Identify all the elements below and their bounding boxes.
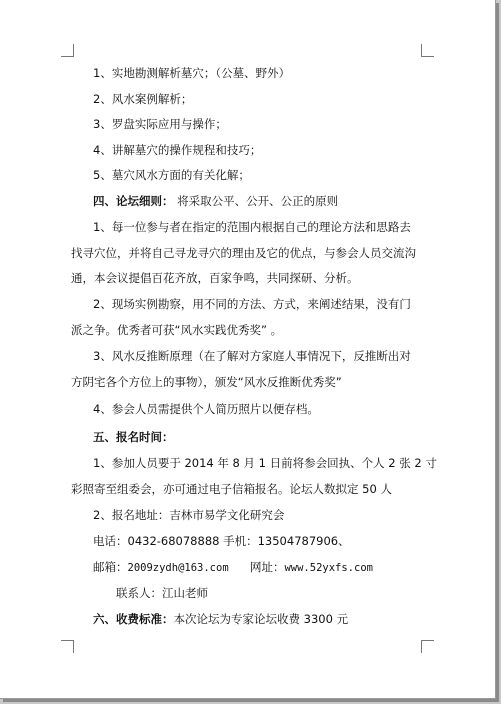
email-label: 邮箱： xyxy=(93,560,128,574)
registration-phone: 电话：0432-68078888 手机：13504787906、 xyxy=(93,534,350,548)
paragraph-line: 彩照寄至组委会，亦可通过电子信箱报名。论坛人数拟定 50 人 xyxy=(71,482,392,496)
margin-corner-bottom-left xyxy=(61,640,74,653)
registration-address: 2、报名地址：吉林市易学文化研究会 xyxy=(93,508,285,522)
paragraph-line: 1、参加人员要于 2014 年 8 月 1 日前将参会回执、个人 2 张 2 寸 xyxy=(93,456,437,470)
list-item: 3、罗盘实际应用与操作； xyxy=(93,117,227,131)
website-label: 网址： xyxy=(249,560,285,574)
paragraph-line: 2、现场实例勘察，用不同的方法、方式，来阐述结果，没有门 xyxy=(93,297,411,311)
registration-email-line xyxy=(93,560,373,575)
list-item: 5、墓穴风水方面的有关化解； xyxy=(93,168,250,182)
list-item: 4、讲解墓穴的操作规程和技巧； xyxy=(93,143,262,157)
paragraph-line: 通，本会议提倡百花齐放，百家争鸣，共同探研、分析。 xyxy=(71,271,359,285)
paragraph-line: 派之争。优秀者可获“风水实践优秀奖” 。 xyxy=(71,323,283,337)
margin-corner-bottom-right xyxy=(421,640,434,653)
forum-rules-heading: 四、论坛细则： xyxy=(93,194,174,208)
paragraph-line: 1、每一位参与者在指定的范围内根据自己的理论方法和思路去 xyxy=(93,220,411,234)
paragraph-line: 方阴宅各个方位上的事物），颁发“风水反推断优秀奖” xyxy=(71,375,342,389)
margin-corner-top-right xyxy=(421,44,434,57)
fee-text: 本次论坛为专家论坛收费 3300 元 xyxy=(173,612,349,626)
email-address: 2009zydh@163.com xyxy=(127,562,229,574)
registration-contact: 联系人：江山老师 xyxy=(116,586,208,600)
fee-heading: 六、收费标准： xyxy=(93,612,174,626)
forum-rules-intro: 将采取公平、公开、公正的原则 xyxy=(177,194,339,208)
registration-heading: 五、报名时间： xyxy=(93,430,174,444)
margin-corner-top-left xyxy=(61,44,74,57)
list-item: 1、实地勘测解析墓穴；（公墓、野外） xyxy=(93,66,291,80)
forum-rules-heading-line xyxy=(93,194,338,208)
website-address: www.52yxfs.com xyxy=(284,562,373,574)
list-item: 2、风水案例解析； xyxy=(93,92,193,106)
paragraph-line: 找寻穴位，并将自己寻龙寻穴的理由及它的优点，与参会人员交流沟 xyxy=(71,246,416,260)
fee-line xyxy=(93,612,348,626)
paragraph-line: 4、参会人员需提供个人简历照片以便存档。 xyxy=(93,402,319,416)
paragraph-line: 3、风水反推断原理（在了解对方家庭人事情况下，反推断出对 xyxy=(93,349,411,363)
